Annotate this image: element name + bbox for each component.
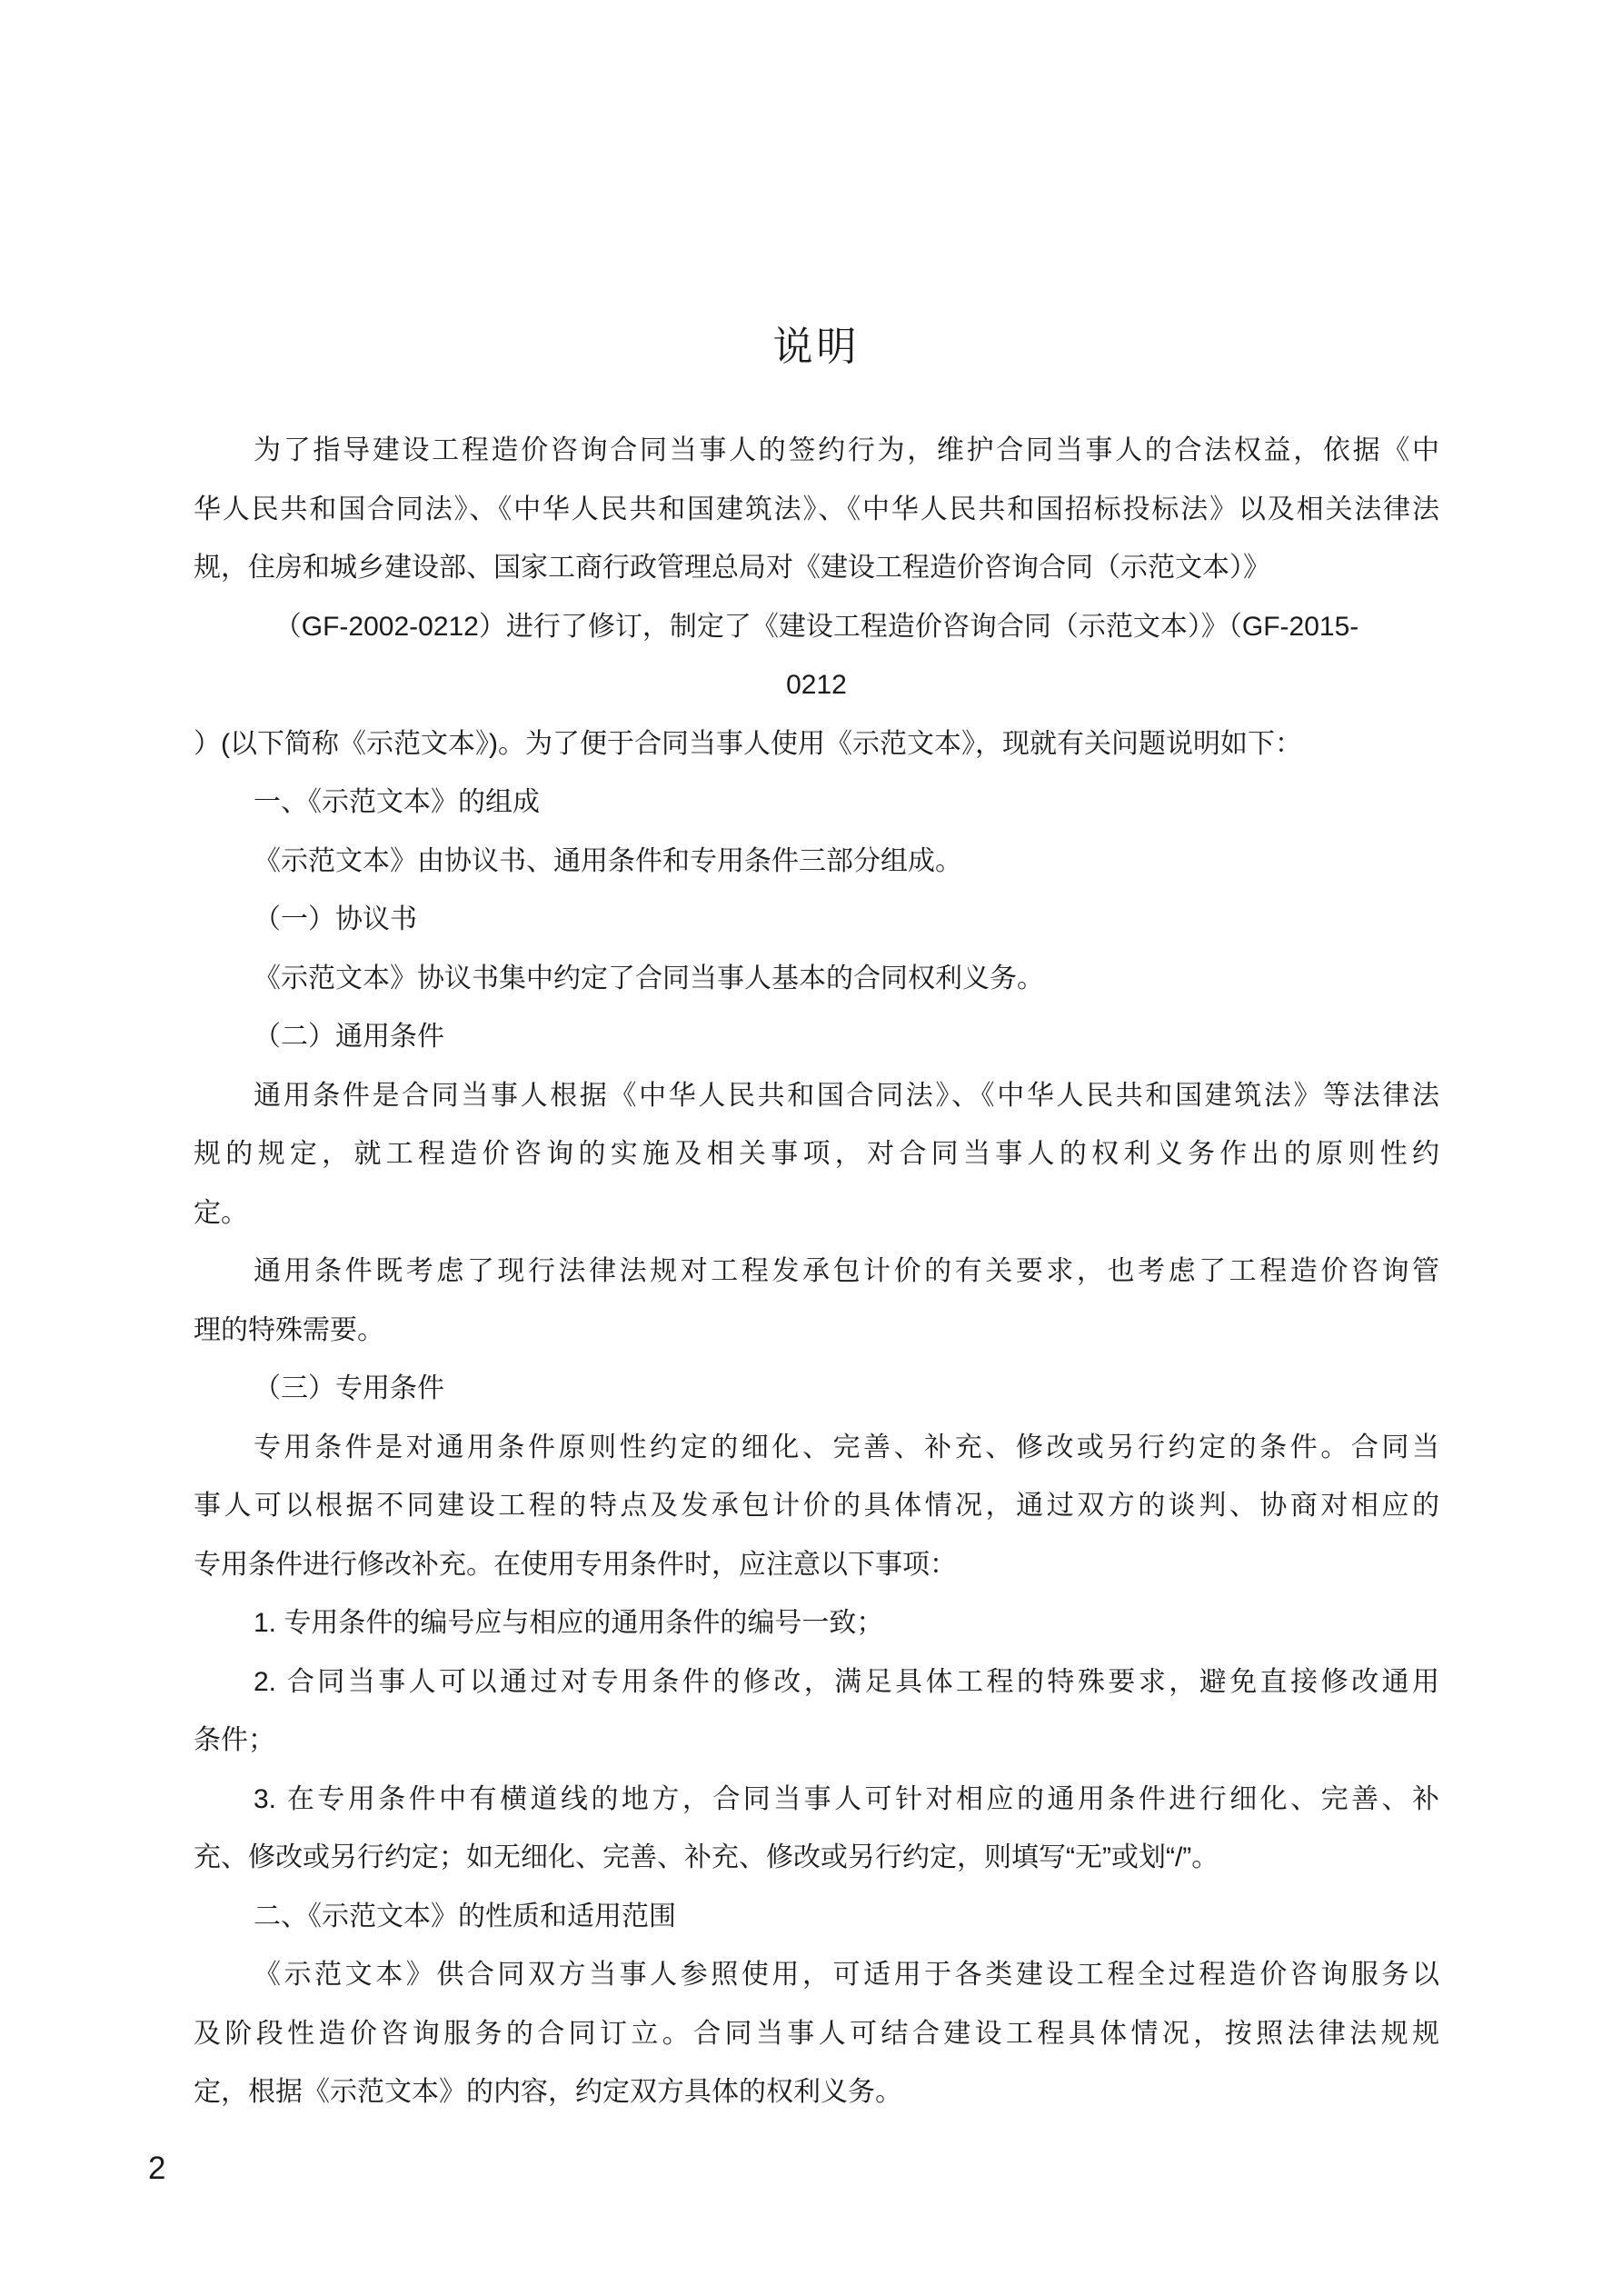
text-line: 2. 合同当事人可以通过对专用条件的修改，满足具体工程的特殊要求，避免直接修改通用 bbox=[254, 1666, 1439, 1697]
text-line: 3. 在专用条件中有横道线的地方，合同当事人可针对相应的通用条件进行细化、完善、补 bbox=[254, 1783, 1439, 1814]
text-line: （三）专用条件 bbox=[254, 1373, 444, 1403]
text-line: 《示范文本》由协议书、通用条件和专用条件三部分组成。 bbox=[254, 845, 962, 876]
text-line: 二、《示范文本》的性质和适用范围 bbox=[254, 1901, 676, 1932]
text-line: 一、《示范文本》的组成 bbox=[254, 787, 540, 817]
text-line: ）(以下简称《示范文本》)。为了便于合同当事人使用《示范文本》，现就有关问题说明如下： bbox=[194, 728, 1302, 759]
text-line: 专用条件是对通用条件原则性约定的细化、完善、补充、修改或另行约定的条件。合同当 bbox=[254, 1432, 1439, 1462]
page-number: 2 bbox=[148, 2151, 166, 2186]
text-line: 通用条件既考虑了现行法律法规对工程发承包计价的有关要求，也考虑了工程造价咨询管 bbox=[254, 1256, 1439, 1286]
document-body bbox=[194, 422, 1439, 2122]
text-line: （二）通用条件 bbox=[254, 1022, 444, 1052]
document-title: 说明 bbox=[772, 324, 861, 369]
text-line: 为了指导建设工程造价咨询合同当事人的签约行为，维护合同当事人的合法权益，依据《中 bbox=[254, 435, 1439, 465]
text-line: 华人民共和国合同法》、《中华人民共和国建筑法》、《中华人民共和国招标投标法》以及相关法律法 bbox=[194, 494, 1439, 524]
text-line: 定。 bbox=[194, 1197, 248, 1228]
text-line: 定，根据《示范文本》的内容，约定双方具体的权利义务。 bbox=[194, 2077, 902, 2107]
text-line: 0212 bbox=[786, 670, 847, 700]
text-line: 规，住房和城乡建设部、国家工商行政管理总局对《建设工程造价咨询合同（示范文本）》 bbox=[194, 553, 1270, 583]
text-line: 及阶段性造价咨询服务的合同订立。合同当事人可结合建设工程具体情况，按照法律法规规 bbox=[194, 2018, 1439, 2049]
text-line: 《示范文本》协议书集中约定了合同当事人基本的合同权利义务。 bbox=[254, 963, 1044, 993]
text-line: （GF-2002-0212）进行了修订，制定了《建设工程造价咨询合同（示范文本）》（GF-2015- bbox=[274, 611, 1359, 642]
text-line: 规的规定，就工程造价咨询的实施及相关事项，对合同当事人的权利义务作出的原则性约 bbox=[194, 1139, 1439, 1169]
text-line: 通用条件是合同当事人根据《中华人民共和国合同法》、《中华人民共和国建筑法》等法律法 bbox=[254, 1080, 1439, 1111]
text-line: 事人可以根据不同建设工程的特点及发承包计价的具体情况，通过双方的谈判、协商对相应的 bbox=[194, 1491, 1439, 1521]
text-line: 条件； bbox=[194, 1725, 275, 1755]
text-line: 理的特殊需要。 bbox=[194, 1314, 384, 1345]
text-line: 专用条件进行修改补充。在使用专用条件时，应注意以下事项： bbox=[194, 1549, 957, 1580]
text-line: 1. 专用条件的编号应与相应的通用条件的编号一致； bbox=[254, 1608, 884, 1638]
text-line: （一）协议书 bbox=[254, 904, 417, 934]
text-line: 《示范文本》供合同双方当事人参照使用，可适用于各类建设工程全过程造价咨询服务以 bbox=[254, 1960, 1439, 1990]
text-line: 充、修改或另行约定；如无细化、完善、补充、修改或另行约定，则填写“无”或划“/”。 bbox=[194, 1842, 1219, 1872]
